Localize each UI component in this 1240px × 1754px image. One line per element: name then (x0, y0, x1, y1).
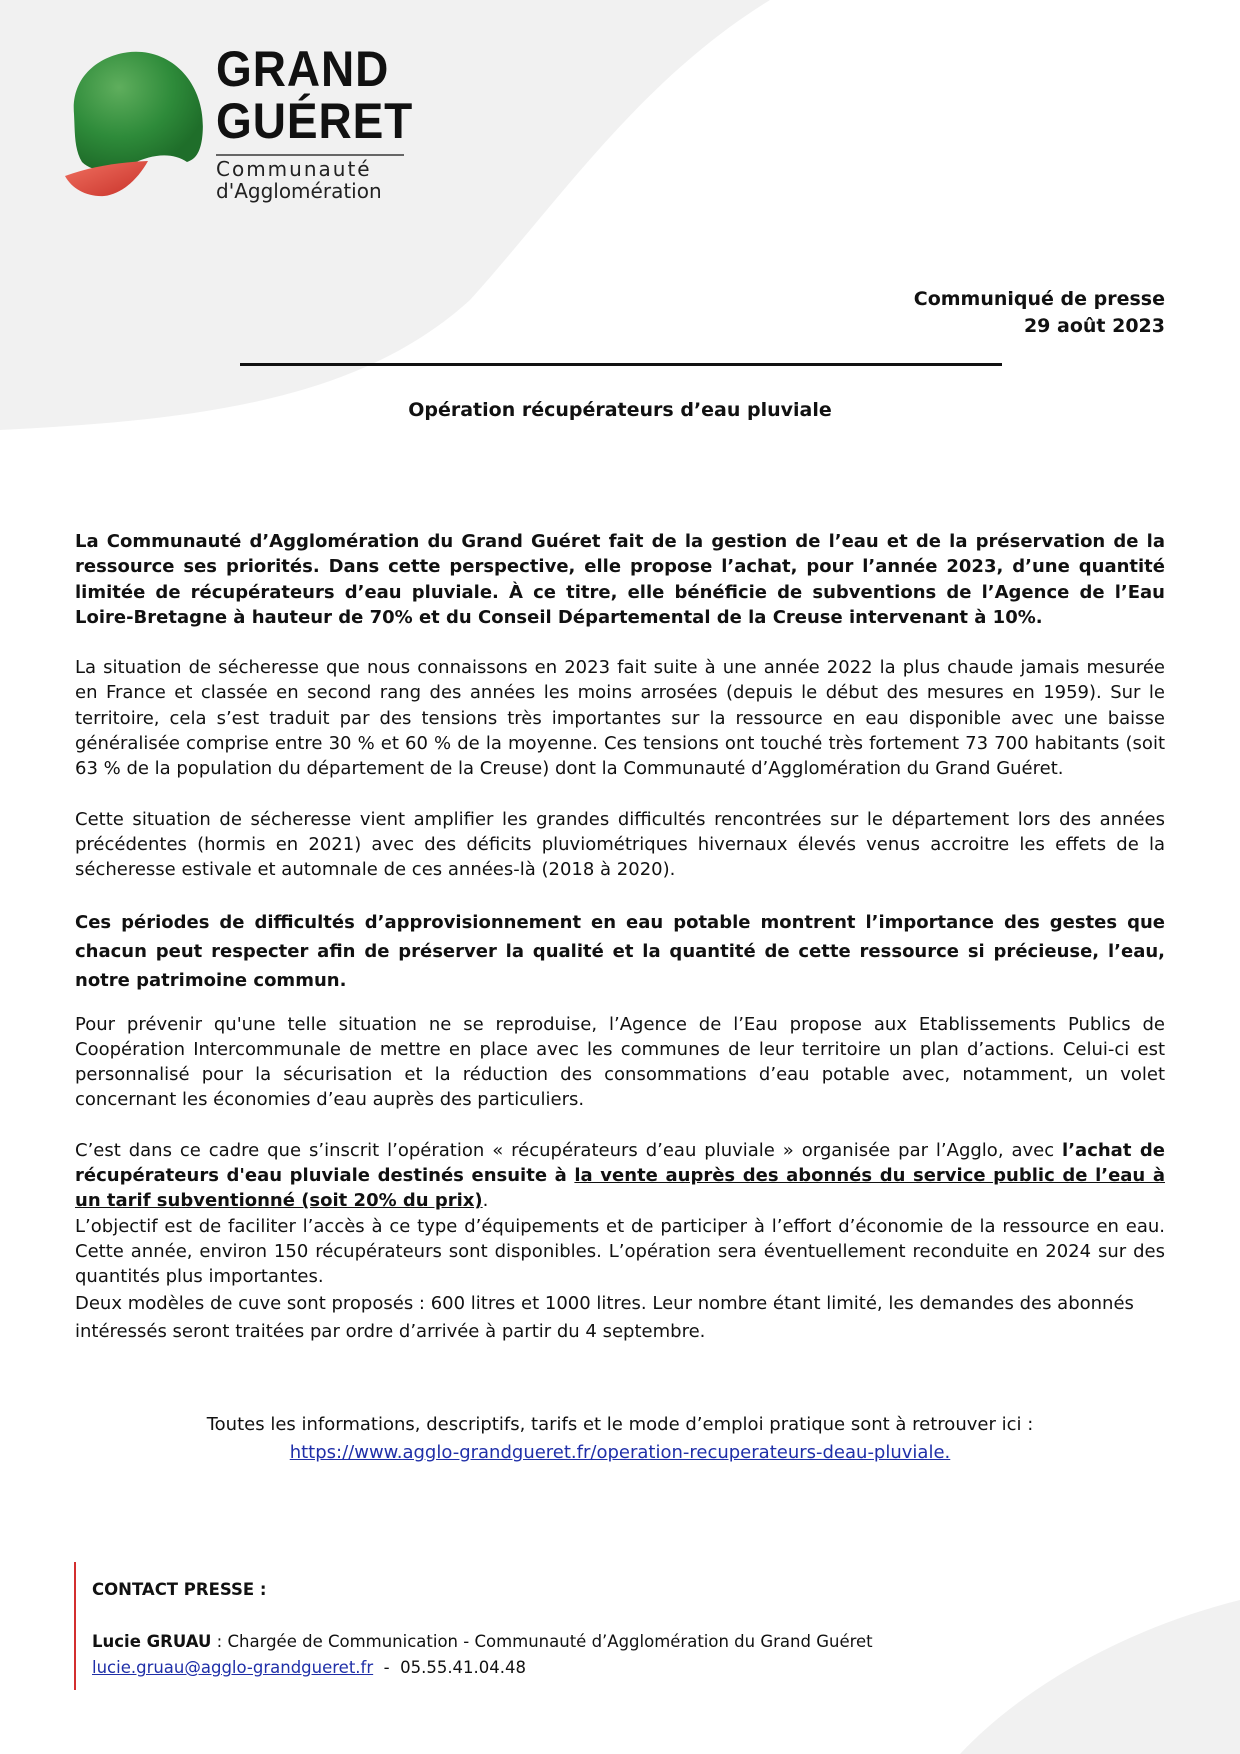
logo-agglomeration: d'Agglomération (216, 179, 382, 203)
document-title: Opération récupérateurs d’eau pluviale (408, 399, 832, 421)
info-text: Toutes les informations, descriptifs, tarifs et le mode d’emploi pratique sont à retrouver ici : (206, 1414, 1034, 1435)
paragraph-objective: L’objectif est de faciliter l’accès à ce type d’équipements et de participer à l’effort d’économie de la ressource en eau. Cette année, environ 150 récupérateurs sont disponibles. L’opération sera éventuellement reconduite en 2024 sur des quantités plus importantes. (75, 1215, 1165, 1288)
operation-end: . (482, 1190, 489, 1212)
doc-date: 29 août 2023 (1023, 315, 1165, 337)
operation-intro: C’est dans ce cadre que s’inscrit l’opération « récupérateurs d’eau pluviale » organisée par l’Agglo, avec (75, 1139, 1063, 1161)
info-block (0, 1411, 1240, 1467)
contact-title: CONTACT PRESSE : (92, 1580, 267, 1599)
contact-email-link[interactable]: lucie.gruau@agglo-grandgueret.fr (92, 1658, 374, 1677)
doc-type: Communiqué de presse (913, 288, 1165, 310)
header-divider (240, 363, 1002, 366)
contact-role: : Chargée de Communication - Communauté d’Agglomération du Grand Guéret (211, 1632, 873, 1651)
paragraph-water-gestures: Ces périodes de difficultés d’approvisionnement en eau potable montrent l’importance des gestes que chacun peut respecter afin de préserver la qualité et la quantité de cette ressource si précieuse, l’eau, notre patrimoine commun. (75, 911, 1165, 991)
press-contact (74, 1562, 873, 1690)
paragraph-operation (75, 1138, 1165, 1214)
contact-phone: 05.55.41.04.48 (400, 1658, 527, 1677)
paragraph-action-plan: Pour prévenir qu'une telle situation ne se reproduise, l’Agence de l’Eau propose aux Etablissements Publics de Coopération Intercommunale de mettre en place avec les communes de leur territoire un plan d’actions. Celui-ci est personnalisé pour la sécurisation et la réduction des consommations d’eau potable avec, notamment, un volet concernant les économies d’eau auprès des particuliers. (75, 1013, 1165, 1111)
operation-sale-terms: la vente auprès des abonnés du service public de l’eau à un tarif subventionné (soit 20% du prix) (75, 1165, 1165, 1212)
paragraph-models: Deux modèles de cuve sont proposés : 600 litres et 1000 litres. Leur nombre étant limité, les demandes des abonnés intéressés seront traitées par ordre d’arrivée à partir du 4 septembre. (75, 1292, 1134, 1342)
paragraph-previous-years: Cette situation de sécheresse vient amplifier les grandes difficultés rencontrées sur le département lors des années précédentes (hormis en 2021) avec des déficits pluviométriques hivernaux élevés venus accroitre les effets de la sécheresse estivale et automnale de ces années-là (2018 à 2020). (75, 808, 1165, 881)
logo-grand: GRAND (216, 41, 390, 97)
press-header (914, 286, 1165, 340)
logo-divider (216, 154, 404, 156)
logo-communaute: Communauté (216, 157, 372, 181)
intro-paragraph: La Communauté d’Agglomération du Grand Guéret fait de la gestion de l’eau et de la préservation de la ressource ses priorités. Dans cette perspective, elle propose l’achat, pour l’année 2023, d’une quantité limitée de récupérateurs d’eau pluviale. À ce titre, elle bénéficie de subventions de l’Agence de l’Eau Loire-Bretagne à hauteur de 70% et du Conseil Départemental de la Creuse intervenant à 10%. (75, 531, 1165, 628)
contact-separator: - (373, 1658, 401, 1677)
contact-person (92, 1629, 873, 1681)
paragraph-drought-situation: La situation de sécheresse que nous connaissons en 2023 fait suite à une année 2022 la plus chaude jamais mesurée en France et classée en second rang des années les moins arrosées (depuis le début des mesures en 1959). Sur le territoire, cela s’est traduit par des tensions très importantes sur la ressource en eau disponible avec une baisse généralisée comprise entre 30 % et 60 % de la moyenne. Ces tensions ont touché très fortement 73 700 habitants (soit 63 % de la population du département de la Creuse) dont la Communauté d’Agglomération du Grand Guéret. (75, 657, 1165, 780)
operation-purchase: l’achat de récupérateurs d'eau pluviale destinés ensuite à (75, 1139, 1165, 1187)
info-link[interactable]: https://www.agglo-grandgueret.fr/operation-recuperateurs-deau-pluviale. (289, 1442, 951, 1463)
logo-emblem-icon (62, 44, 212, 204)
grand-gueret-logo (62, 41, 422, 204)
contact-name: Lucie GRUAU (92, 1632, 212, 1651)
document-body (75, 529, 1165, 1346)
logo-gueret: GUÉRET (216, 93, 414, 149)
